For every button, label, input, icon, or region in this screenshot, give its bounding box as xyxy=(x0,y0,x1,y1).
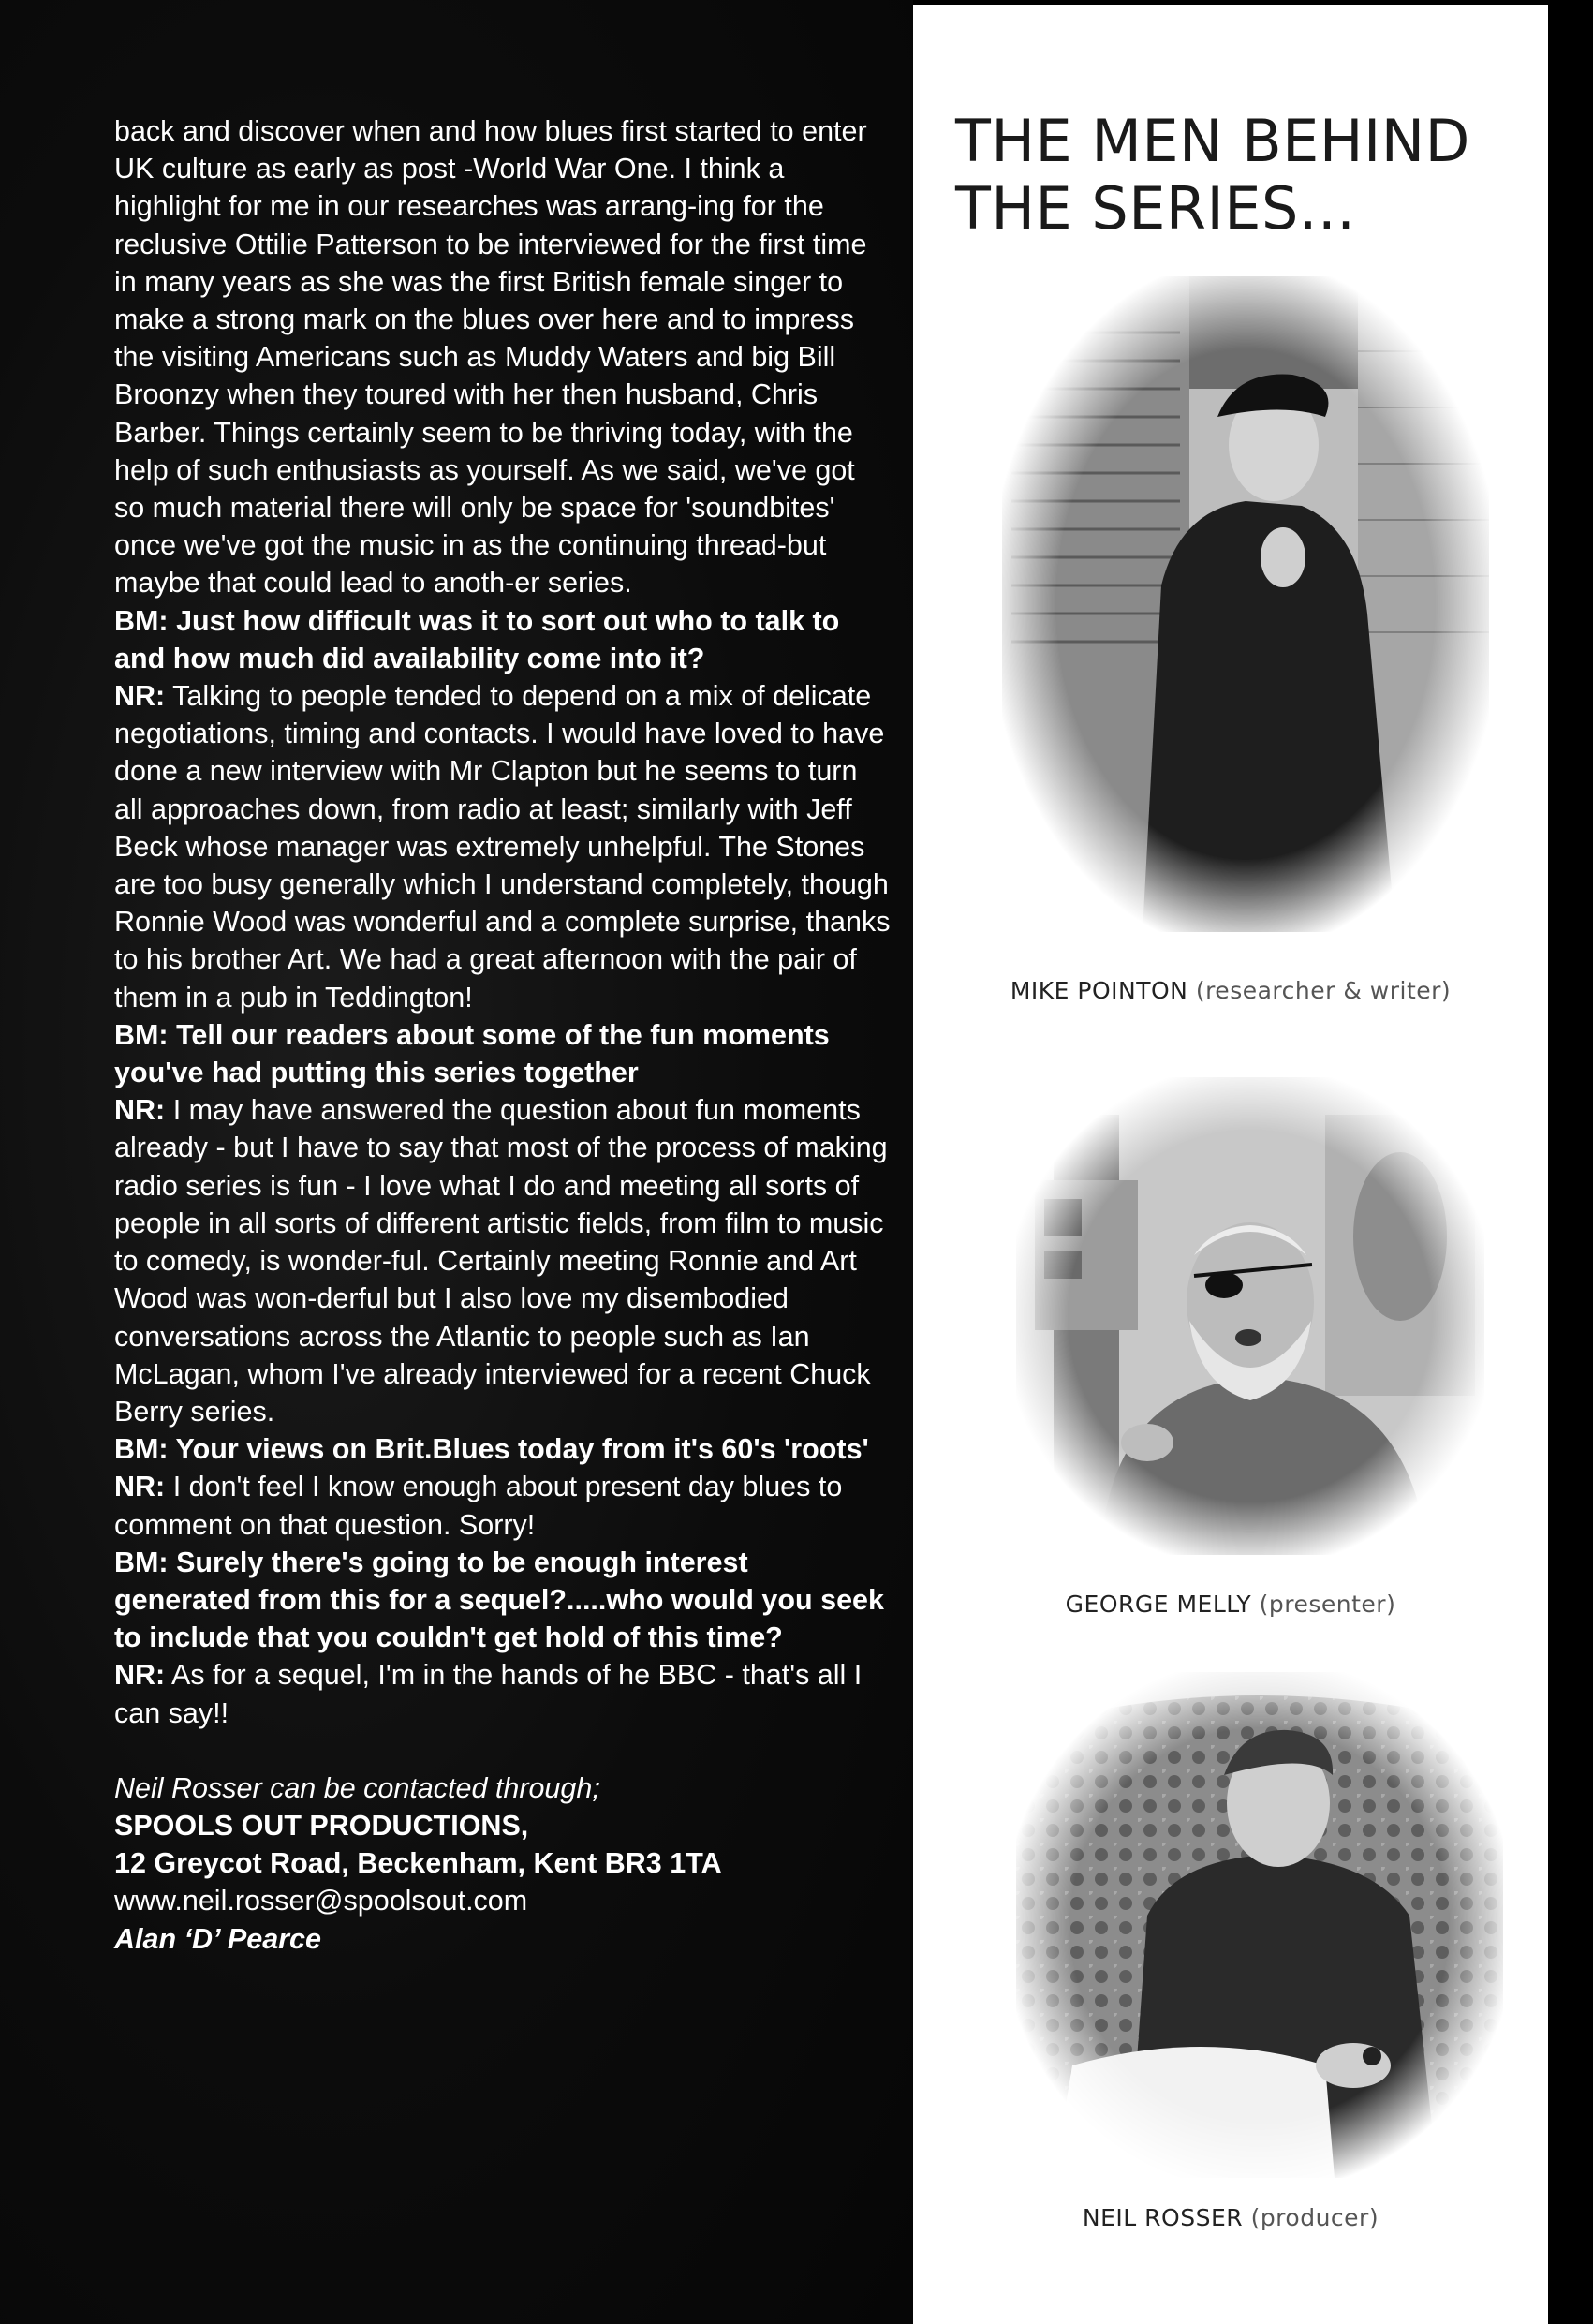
contact-company: SPOOLS OUT PRODUCTIONS, xyxy=(114,1809,529,1842)
caption-george-melly xyxy=(913,1591,1548,1618)
answer-2-speaker: NR: xyxy=(114,1094,166,1127)
photo-george-melly xyxy=(1016,1077,1484,1555)
answer-1 xyxy=(114,677,892,1016)
page-edge xyxy=(1548,0,1593,2324)
caption-3-role: (producer) xyxy=(1250,2204,1379,2231)
contact-intro: Neil Rosser can be contacted through; xyxy=(114,1771,600,1804)
caption-1-name: MIKE POINTON xyxy=(1010,977,1188,1004)
caption-2-role: (presenter) xyxy=(1259,1591,1396,1618)
answer-3-text: I don't feel I know enough about present day blues to comment on that question. Sorry! xyxy=(114,1471,843,1541)
answer-1-text: Talking to people tended to depend on a mix of delicate negotiations, timing and contacts. I would have loved to have done a new interview with Mr Clapton but he seems to turn all approaches down, from radio at least; similarly with Jeff Beck whose manager was extremely unhelpful. The Stones are too busy generally which I understand completely, though Ronnie Wood was wonderful and a complete surprise, thanks to his brother Art. We had a great afternoon with the pair of them in a pub in Teddington! xyxy=(114,680,891,1014)
question-4: BM: Surely there's going to be enough interest generated from this for a sequel?.....who would you seek to include that you couldn't get hold of this time? xyxy=(114,1546,884,1654)
contact-address: 12 Greycot Road, Beckenham, Kent BR3 1TA xyxy=(114,1847,722,1880)
article-body xyxy=(114,112,892,1958)
caption-2-name: GEORGE MELLY xyxy=(1065,1591,1252,1618)
article-intro-paragraph: back and discover when and how blues first started to enter UK culture as early as post -World War One. I think a highlight for me in our researches was arrang-ing for the reclusive Ottilie Patterson to be interviewed for the first time in many years as she was the first British female singer to make a strong mark on the blues over here and to impress the visiting Americans such as Muddy Waters and big Bill Broonzy when they toured with her then husband, Chris Barber. Things certainly seem to be thriving today, with the help of such enthusiasts as yourself. As we said, we've got so much material there will only be space for 'soundbites' once we've got the music in as the continuing thread-but maybe that could lead to anoth-er series. xyxy=(114,115,867,600)
answer-1-speaker: NR: xyxy=(114,680,166,713)
caption-1-role: (researcher & writer) xyxy=(1195,977,1452,1004)
answer-4-speaker: NR: xyxy=(114,1659,166,1692)
question-2: BM: Tell our readers about some of the fun moments you've had putting this series together xyxy=(114,1018,830,1089)
answer-3 xyxy=(114,1468,892,1543)
answer-3-speaker: NR: xyxy=(114,1471,166,1503)
answer-2-text: I may have answered the question about fun moments already - but I have to say that most of the process of making radio series is fun - I love what I do and meeting all sorts of people in all sorts of different artistic fields, from film to music to comedy, is wonder-ful. Certainly meeting Ronnie and Art Wood was won-derful but I also love my disembodied conversations across the Atlantic to people such as Ian McLagan, whom I've already interviewed for a recent Chuck Berry series. xyxy=(114,1094,888,1428)
answer-4-text: As for a sequel, I'm in the hands of he BBC - that's all I can say!! xyxy=(114,1659,863,1729)
photo-mike-pointon xyxy=(1002,276,1489,932)
photo-neil-rosser xyxy=(1016,1672,1503,2178)
panel-title: THE MEN BEHIND THE SERIES... xyxy=(955,107,1470,243)
author-byline: Alan ‘D’ Pearce xyxy=(114,1922,321,1955)
caption-3-name: NEIL ROSSER xyxy=(1082,2204,1244,2231)
question-1: BM: Just how difficult was it to sort out who to talk to and how much did availability come into it? xyxy=(114,604,840,674)
answer-4 xyxy=(114,1656,892,1731)
question-3: BM: Your views on Brit.Blues today from it's 60's 'roots' xyxy=(114,1433,869,1466)
caption-mike-pointon xyxy=(913,977,1548,1004)
caption-neil-rosser xyxy=(913,2204,1548,2231)
sidebar-panel xyxy=(913,5,1548,2324)
answer-2 xyxy=(114,1091,892,1430)
contact-web: www.neil.rosser@spoolsout.com xyxy=(114,1885,528,1917)
